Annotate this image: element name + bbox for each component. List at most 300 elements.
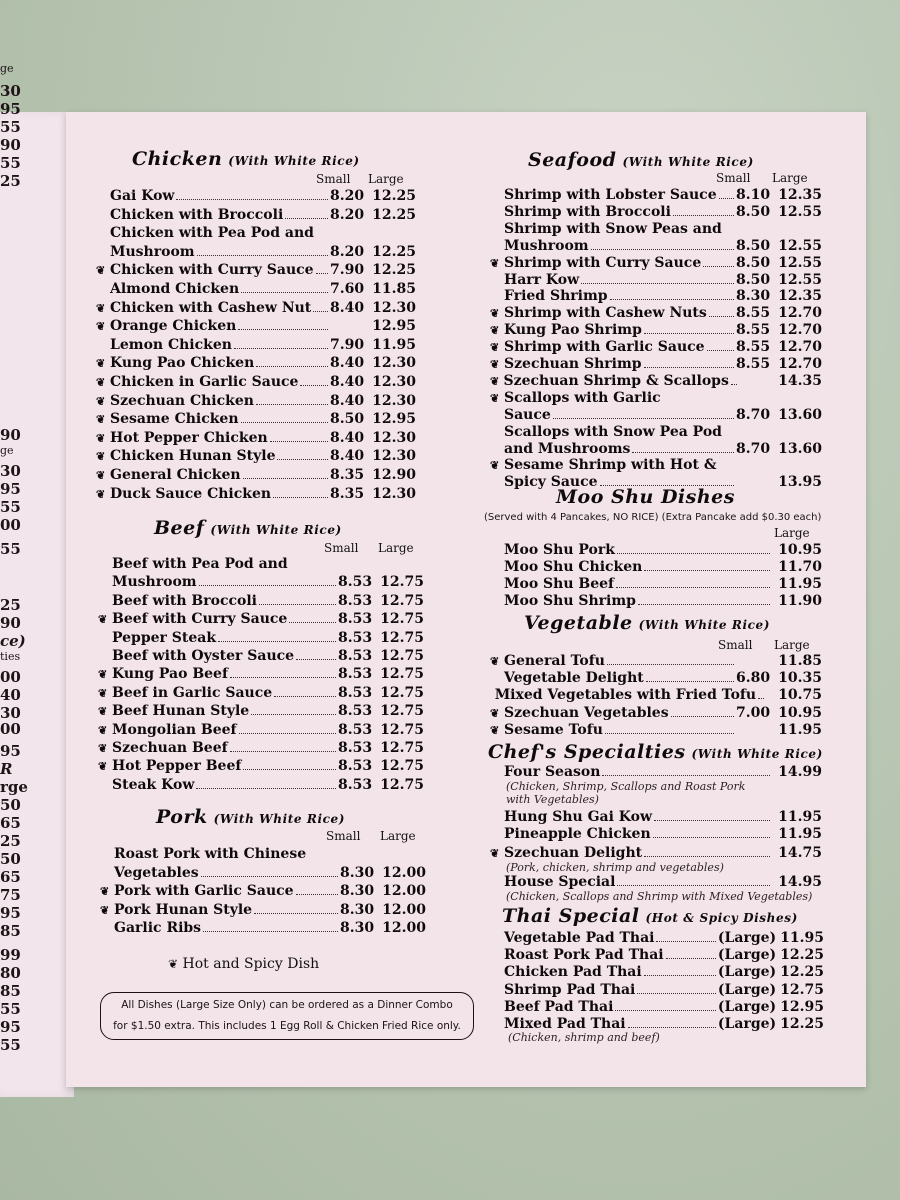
menu-item-row	[96, 393, 416, 409]
item-name: Chicken Pad Thai	[504, 964, 642, 981]
moo-shu-size-large: Large	[774, 526, 810, 540]
price-large: 12.25	[372, 262, 416, 279]
menu-item-row	[490, 474, 822, 490]
price-small: 8.35	[330, 485, 365, 502]
price-large: 12.25	[780, 947, 824, 964]
dot-leader	[610, 299, 734, 300]
price-large: 12.70	[778, 305, 822, 322]
left-page-fragment: R	[0, 760, 13, 778]
price-large: 12.75	[780, 981, 824, 998]
chili-pepper-icon: ❦	[168, 957, 179, 971]
price-small: 7.90	[330, 336, 365, 353]
menu-item-row	[490, 809, 822, 825]
dot-leader	[644, 975, 716, 976]
left-page-fragment: ce)	[0, 632, 26, 650]
price-large: 11.95	[778, 826, 822, 842]
item-name: Beef in Garlic Sauce	[112, 684, 273, 701]
menu-item-row	[490, 670, 822, 686]
item-name: Shrimp with Snow Peas and	[504, 220, 722, 237]
section-title-beef: Beef (With White Rice)	[154, 517, 342, 539]
price-small: 8.53	[338, 592, 373, 609]
item-name: Vegetable Pad Thai	[504, 930, 655, 946]
chili-pepper-icon: ❦	[490, 341, 500, 355]
menu-item-row	[490, 221, 822, 237]
dot-leader	[300, 385, 328, 386]
chili-pepper-icon: ❦	[490, 459, 500, 473]
menu-item-row	[100, 902, 426, 918]
price-small: 7.00	[736, 704, 771, 721]
dot-leader	[654, 820, 770, 821]
left-page-fragment: 95	[0, 480, 21, 498]
menu-item-row	[490, 390, 822, 406]
price-large: 12.30	[372, 374, 416, 390]
item-description: (Chicken, Shrimp, Scallops and Roast Pork	[506, 780, 746, 793]
item-name: Almond Chicken	[110, 281, 240, 297]
section-title-vegetable: Vegetable (With White Rice)	[524, 612, 771, 634]
dot-leader	[199, 585, 336, 586]
item-name: Chicken Hunan Style	[110, 448, 276, 465]
item-name: Beef with Broccoli	[112, 592, 258, 609]
item-name: Szechuan Shrimp	[504, 356, 642, 372]
left-page-fragment: 99	[0, 946, 21, 964]
dot-leader	[709, 316, 734, 317]
chicken-size-small: Small	[316, 172, 351, 186]
left-page-fragment: 90	[0, 426, 21, 444]
dot-leader	[703, 266, 734, 267]
price-large: 11.95	[780, 930, 824, 946]
price-large: 12.55	[778, 237, 822, 254]
menu-item-row	[96, 448, 416, 464]
price-large: 11.95	[778, 809, 822, 825]
price-large: 10.75	[778, 687, 822, 704]
menu-item-row	[490, 874, 822, 890]
price-small: 7.60	[330, 281, 365, 297]
price-large: 12.70	[778, 322, 822, 339]
menu-item-row	[490, 826, 822, 842]
vegetable-size-small: Small	[718, 638, 753, 652]
menu-item-row	[490, 238, 822, 254]
price-large: 12.25	[372, 188, 416, 204]
chili-pepper-icon: ❦	[490, 723, 500, 737]
item-name: Spicy Sauce	[504, 474, 598, 491]
menu-item-row	[96, 430, 416, 446]
dot-leader	[653, 837, 770, 838]
dot-leader	[553, 418, 734, 419]
menu-item-row	[490, 272, 822, 288]
menu-item-row	[490, 373, 822, 389]
dot-leader	[230, 677, 336, 678]
chili-pepper-icon: ❦	[98, 668, 108, 682]
menu-item-row	[100, 846, 426, 862]
vegetable-size-large: Large	[774, 638, 810, 652]
section-title-thai-special: Thai Special (Hot & Spicy Dishes)	[502, 905, 798, 927]
left-page-fragment: 30	[0, 82, 21, 100]
chili-pepper-icon: ❦	[490, 324, 500, 338]
dot-leader	[201, 876, 338, 877]
menu-item-row	[490, 722, 822, 738]
price-large: 12.25	[780, 1016, 824, 1032]
dot-leader	[632, 452, 734, 453]
chili-pepper-icon: ❦	[490, 374, 500, 388]
price-small: 8.50	[736, 271, 771, 288]
dot-leader	[638, 604, 770, 605]
beef-size-large: Large	[378, 541, 414, 555]
dot-leader	[218, 641, 336, 642]
left-page-fragment: 40	[0, 686, 21, 704]
chili-pepper-icon: ❦	[96, 487, 106, 501]
menu-item-row	[490, 187, 822, 203]
chili-pepper-icon: ❦	[96, 431, 106, 445]
dot-leader	[591, 249, 734, 250]
price-large: 12.00	[382, 864, 426, 881]
item-name: Mushroom	[504, 237, 589, 254]
dot-leader	[230, 751, 336, 752]
price-large: 12.95	[372, 411, 416, 428]
price-large: 12.75	[380, 611, 424, 628]
price-large: 12.25	[372, 243, 416, 260]
menu-item-row	[490, 255, 822, 271]
chili-pepper-icon: ❦	[98, 705, 108, 719]
dot-leader	[285, 218, 328, 219]
price-large: 12.55	[778, 254, 822, 271]
menu-item-row	[490, 653, 822, 669]
price-large: 12.00	[382, 920, 426, 937]
price-small: 8.30	[340, 883, 375, 900]
price-large: 14.35	[778, 372, 822, 389]
menu-item-row	[96, 225, 416, 241]
chili-pepper-icon: ❦	[96, 376, 106, 389]
item-name: General Chicken	[110, 467, 241, 483]
item-name: Hung Shu Gai Kow	[504, 809, 653, 825]
price-large: 12.75	[380, 776, 424, 793]
menu-item-row	[98, 556, 424, 572]
price-small: 8.40	[330, 299, 365, 316]
chili-pepper-icon: ❦	[490, 847, 500, 860]
dot-leader	[313, 311, 328, 312]
left-page-fragment: 55	[0, 154, 21, 172]
item-name: Vegetable Delight	[504, 670, 644, 687]
left-page-fragment: 00	[0, 720, 21, 738]
combo-line-1: All Dishes (Large Size Only) can be ordered as a Dinner Combo	[121, 999, 453, 1011]
price-large: 12.25	[372, 206, 416, 223]
left-page-fragment: 50	[0, 796, 21, 814]
chili-pepper-icon: ❦	[98, 686, 108, 700]
price-small: 8.53	[338, 629, 373, 646]
price-small: 8.10	[736, 187, 771, 203]
left-page-fragment: 95	[0, 100, 21, 118]
dot-leader	[296, 894, 338, 895]
left-page-fragment: 50	[0, 850, 21, 868]
item-name: Vegetables	[114, 864, 199, 881]
menu-item-row	[490, 441, 822, 457]
dot-leader	[256, 366, 328, 367]
menu-item-row	[98, 722, 424, 738]
left-page-fragment: 30	[0, 704, 21, 722]
item-name: Szechuan Beef	[112, 740, 228, 756]
menu-item-row	[96, 188, 416, 204]
price-large: 12.30	[372, 485, 416, 502]
item-name: Kung Pao Beef	[112, 666, 228, 683]
item-name: Shrimp with Garlic Sauce	[504, 339, 705, 356]
item-name: Moo Shu Beef	[504, 576, 615, 592]
dot-leader	[602, 775, 770, 776]
item-name: House Special	[504, 874, 616, 890]
left-page-fragment: 00	[0, 668, 21, 686]
menu-item-row	[504, 982, 824, 998]
chili-pepper-icon: ❦	[98, 742, 108, 755]
price-small: 8.55	[736, 322, 771, 339]
item-name: Chicken with Broccoli	[110, 206, 284, 223]
item-name: Pepper Steak	[112, 629, 217, 646]
left-page-fragment: ge	[0, 444, 14, 457]
chicken-size-large: Large	[368, 172, 404, 186]
item-name: Roast Pork Pad Thai	[504, 947, 664, 964]
price-large: 12.75	[380, 703, 424, 720]
item-name: Duck Sauce Chicken	[110, 485, 272, 502]
price-small: 8.40	[330, 448, 365, 465]
left-page-fragment: 95	[0, 904, 21, 922]
menu-item-row	[490, 687, 822, 703]
price-large: 12.75	[380, 758, 424, 775]
price-large: 12.75	[380, 648, 424, 664]
price-small: 8.55	[736, 305, 771, 322]
price-large: 12.75	[380, 684, 424, 701]
dot-leader	[617, 885, 770, 886]
price-large: 12.75	[380, 574, 424, 591]
item-name: Hot Pepper Beef	[112, 758, 242, 775]
price-small: 8.20	[330, 206, 365, 223]
price-small: 8.55	[736, 356, 771, 372]
menu-item-row	[96, 337, 416, 353]
menu-item-row	[100, 920, 426, 936]
menu-item-row	[504, 999, 824, 1015]
item-name: and Mushrooms	[504, 440, 631, 457]
pork-size-small: Small	[326, 829, 361, 843]
price-large: 12.00	[382, 883, 426, 900]
price-large: 12.55	[778, 203, 822, 220]
item-name: Pork with Garlic Sauce	[114, 883, 294, 900]
price-small: 8.70	[736, 406, 771, 423]
menu-item-row	[504, 947, 824, 963]
menu-item-row	[490, 204, 822, 220]
left-page-fragment: 55	[0, 498, 21, 516]
dot-leader	[197, 255, 328, 256]
item-name: Mixed Pad Thai	[504, 1016, 626, 1032]
price-small: 8.53	[338, 684, 373, 701]
left-page-fragment: 90	[0, 614, 21, 632]
item-size: (Large)	[717, 1016, 777, 1032]
dot-leader	[644, 570, 770, 571]
menu-item-row	[96, 262, 416, 278]
price-small: 8.53	[338, 611, 373, 628]
dot-leader	[628, 1027, 716, 1028]
left-page-fragment: 25	[0, 596, 21, 614]
menu-item-row	[98, 685, 424, 701]
item-name: Roast Pork with Chinese	[114, 846, 307, 862]
price-large: 14.95	[778, 874, 822, 890]
item-name: Four Season	[504, 764, 601, 780]
item-name: Shrimp with Cashew Nuts	[504, 305, 707, 322]
price-small: 8.40	[330, 392, 365, 409]
left-page-fragment: 85	[0, 982, 21, 1000]
item-name: Sesame Shrimp with Hot &	[504, 457, 717, 474]
item-description: (Chicken, shrimp and beef)	[508, 1031, 660, 1045]
menu-item-row	[490, 457, 822, 473]
price-small: 8.53	[338, 703, 373, 720]
dot-leader	[673, 215, 734, 216]
menu-item-row	[96, 244, 416, 260]
moo-shu-note: (Served with 4 Pancakes, NO RICE) (Extra Pancake add $0.30 each)	[484, 512, 822, 523]
dot-leader	[637, 993, 716, 994]
menu-item-row	[98, 703, 424, 719]
chili-pepper-icon: ❦	[96, 320, 106, 334]
dot-leader	[234, 348, 328, 349]
left-page-fragment: 55	[0, 1000, 21, 1018]
dot-leader	[656, 941, 715, 942]
item-name: Kung Pao Shrimp	[504, 322, 642, 339]
item-name: Chicken in Garlic Sauce	[110, 374, 299, 390]
item-name: Szechuan Delight	[504, 845, 643, 861]
dot-leader	[251, 714, 336, 715]
section-title-chicken: Chicken (With White Rice)	[132, 148, 360, 170]
dot-leader	[719, 198, 734, 199]
chili-pepper-icon: ❦	[96, 394, 106, 408]
price-large: 14.99	[778, 764, 822, 780]
price-small: 8.50	[736, 237, 771, 254]
chili-pepper-icon: ❦	[98, 760, 108, 774]
dot-leader	[239, 733, 336, 734]
dot-leader	[605, 733, 734, 734]
dot-leader	[259, 604, 336, 605]
menu-item-row	[490, 339, 822, 355]
chili-pepper-icon: ❦	[490, 391, 500, 405]
dot-leader	[243, 769, 336, 770]
price-large: 13.60	[778, 406, 822, 423]
price-small: 8.20	[330, 243, 365, 260]
menu-item-row	[98, 593, 424, 609]
price-small: 8.50	[736, 254, 771, 271]
left-page-fragment: 80	[0, 964, 21, 982]
item-name: Gai Kow	[110, 188, 175, 204]
price-small: 8.40	[330, 355, 365, 372]
dot-leader	[176, 199, 328, 200]
item-name: Moo Shu Chicken	[504, 559, 643, 575]
menu-item-row	[98, 611, 424, 627]
pork-size-large: Large	[380, 829, 416, 843]
menu-item-row	[504, 964, 824, 980]
price-large: 12.70	[778, 356, 822, 372]
item-name: Orange Chicken	[110, 318, 237, 335]
left-page-fragment: 65	[0, 868, 21, 886]
chili-pepper-icon: ❦	[96, 413, 106, 427]
price-large: 12.30	[372, 392, 416, 409]
menu-item-row	[100, 883, 426, 899]
dot-leader	[615, 1010, 715, 1011]
dot-leader	[203, 931, 338, 932]
price-small: 8.35	[330, 467, 365, 483]
dot-leader	[758, 698, 764, 699]
left-page-fragment: 95	[0, 1018, 21, 1036]
price-small: 8.53	[338, 574, 373, 591]
menu-item-row	[490, 593, 822, 609]
price-small: 8.55	[736, 339, 771, 356]
dot-leader	[316, 273, 328, 274]
menu-item-row	[96, 300, 416, 316]
dot-leader	[581, 283, 734, 284]
price-large: 12.90	[372, 467, 416, 483]
dot-leader	[644, 856, 770, 857]
price-large: 12.95	[372, 318, 416, 335]
menu-item-row	[96, 207, 416, 223]
menu-item-row	[98, 758, 424, 774]
item-size: (Large)	[717, 930, 777, 946]
item-name: Szechuan Shrimp & Scallops	[503, 372, 729, 389]
menu-item-row	[98, 666, 424, 682]
left-page-fragment: ties	[0, 650, 21, 663]
price-large: 12.35	[778, 288, 822, 305]
chili-pepper-icon: ❦	[100, 903, 110, 917]
item-name: Fried Shrimp	[504, 288, 608, 305]
menu-item-row	[490, 407, 822, 423]
menu-item-row	[98, 777, 424, 793]
item-name: Pork Hunan Style	[114, 901, 253, 918]
left-page-fragment: 00	[0, 516, 21, 534]
left-page-fragment: 65	[0, 814, 21, 832]
dot-leader	[254, 913, 338, 914]
dot-leader	[671, 716, 734, 717]
left-page-fragment: 55	[0, 1036, 21, 1054]
price-small: 8.53	[338, 666, 373, 683]
left-page-fragment: 90	[0, 136, 21, 154]
price-small: 8.70	[736, 440, 771, 457]
left-page-fragment: 55	[0, 118, 21, 136]
menu-item-row	[98, 574, 424, 590]
chili-pepper-icon: ❦	[98, 723, 108, 737]
price-large: 13.60	[778, 440, 822, 457]
price-small: 8.20	[330, 188, 365, 204]
chili-pepper-icon: ❦	[96, 357, 106, 371]
menu-item-row	[490, 288, 822, 304]
dinner-combo-note	[100, 992, 474, 1040]
item-size: (Large)	[717, 964, 777, 981]
seafood-size-large: Large	[772, 171, 808, 185]
seafood-size-small: Small	[716, 171, 751, 185]
menu-item-row	[490, 576, 822, 592]
section-title-pork: Pork (With White Rice)	[156, 806, 346, 828]
price-small: 8.30	[340, 864, 375, 881]
menu-item-row	[100, 865, 426, 881]
section-title-seafood: Seafood (With White Rice)	[528, 149, 754, 171]
price-small: 8.50	[330, 411, 365, 428]
item-name: Sauce	[504, 406, 551, 423]
item-name: Szechuan Chicken	[110, 392, 254, 409]
menu-item-row	[96, 486, 416, 502]
item-name: Shrimp with Lobster Sauce	[504, 187, 717, 203]
item-name: Chicken with Curry Sauce	[110, 262, 314, 279]
price-large: 11.85	[778, 653, 822, 669]
price-large: 12.30	[372, 355, 416, 372]
menu-item-row	[98, 648, 424, 664]
left-page-fragment: 55	[0, 540, 21, 558]
dot-leader	[196, 788, 336, 789]
price-large: 11.85	[372, 281, 416, 297]
price-small: 8.30	[340, 901, 375, 918]
beef-size-small: Small	[324, 541, 359, 555]
dot-leader	[644, 333, 734, 334]
dot-leader	[617, 553, 770, 554]
left-page-fragment: 30	[0, 462, 21, 480]
dot-leader	[270, 441, 328, 442]
